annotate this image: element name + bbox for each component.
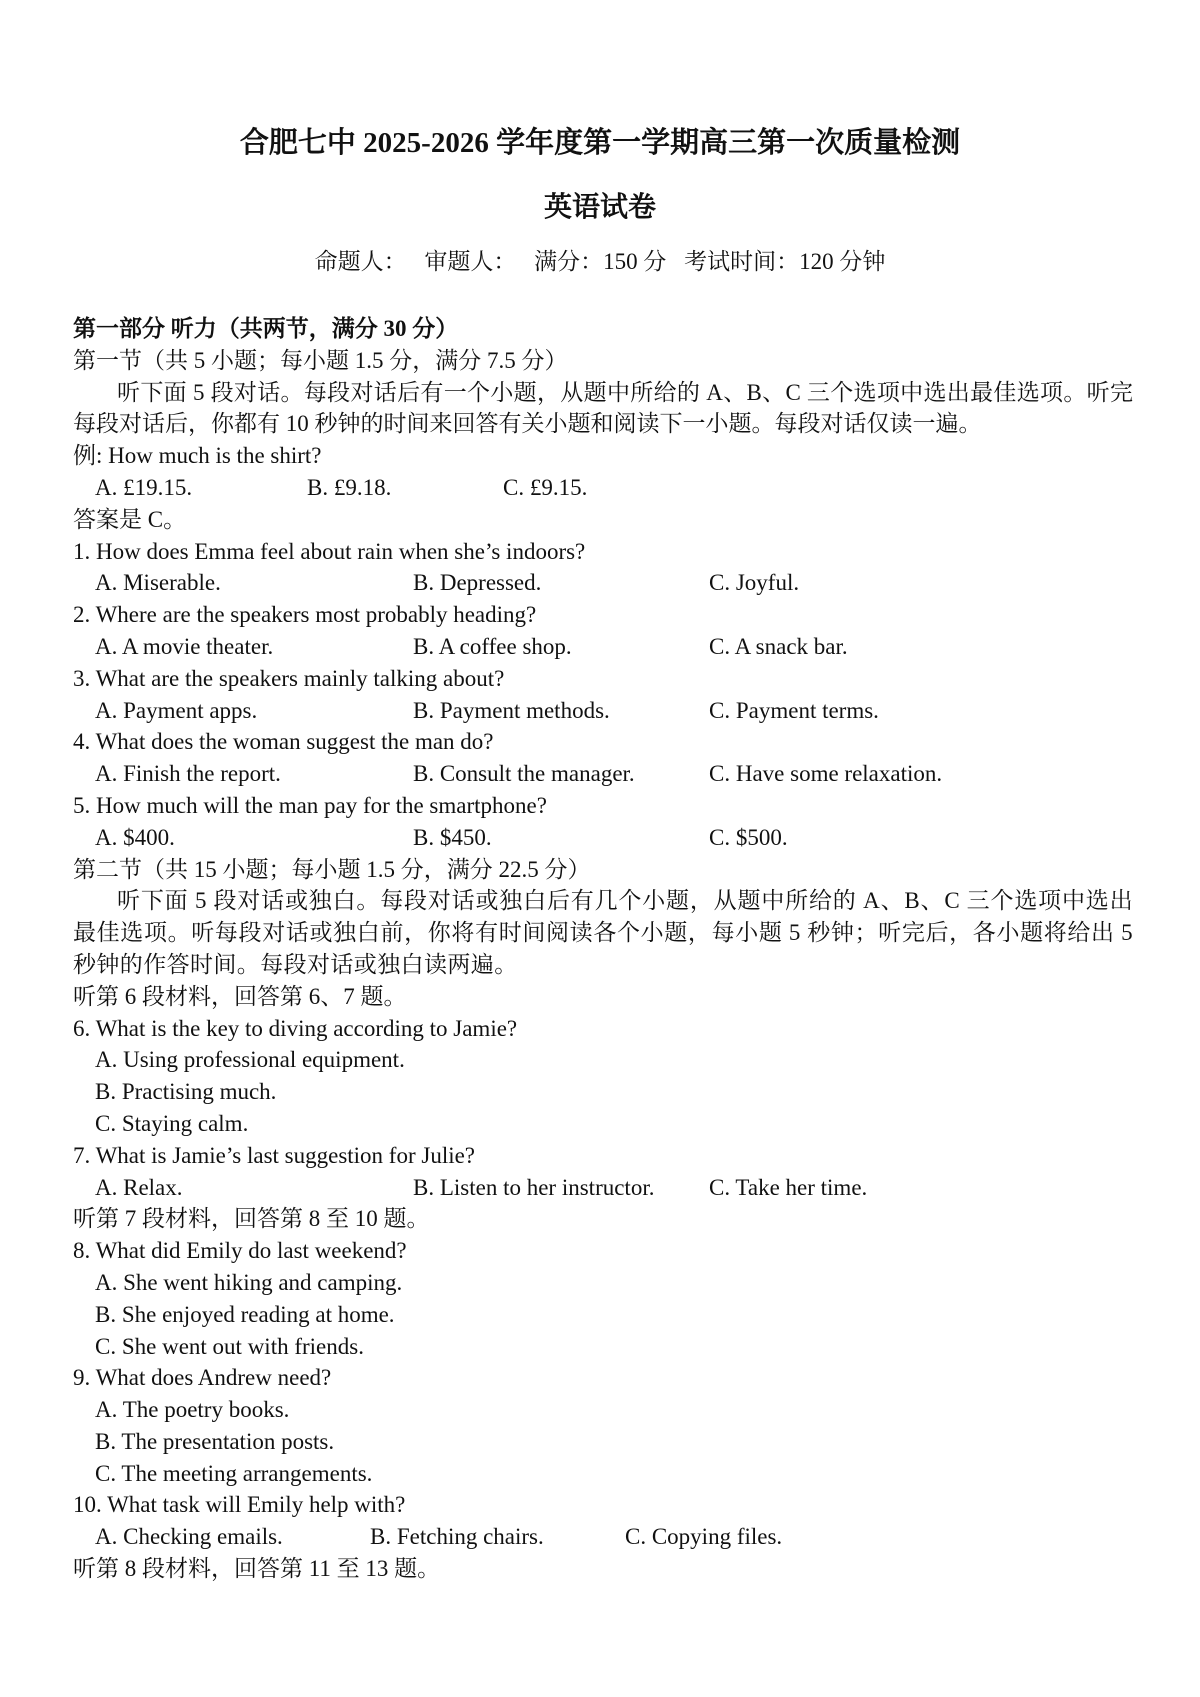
- option-a: A. Payment apps.: [95, 697, 258, 723]
- option-b: B. She enjoyed reading at home.: [95, 1301, 395, 1327]
- option-a: A. Miserable.: [95, 570, 221, 596]
- question-1: 1. How does Emma feel about rain when she’s indoors?: [73, 538, 586, 564]
- option-c: C. Take her time.: [709, 1174, 868, 1200]
- question-1-options: [73, 567, 1133, 599]
- example-question: 例: How much is the shirt?: [73, 443, 322, 469]
- option-b: B. $450.: [413, 824, 492, 850]
- question-9: 9. What does Andrew need?: [73, 1365, 332, 1391]
- question-2-options: [73, 631, 1133, 663]
- option-b: B. Fetching chairs.: [370, 1524, 544, 1550]
- exam-time: 考试时间：120 分钟: [684, 249, 886, 274]
- question-5-options: [73, 822, 1133, 854]
- setter-label: 命题人：: [314, 249, 407, 274]
- option-c: C. Copying files.: [625, 1524, 783, 1550]
- material-6-instruction: 听第 6 段材料，回答第 6、7 题。: [73, 983, 407, 1009]
- option-a: A. Finish the report.: [95, 761, 281, 787]
- option-c: C. £9.15.: [503, 474, 588, 500]
- question-4-options: [73, 758, 1133, 790]
- option-a: A. She went hiking and camping.: [95, 1269, 403, 1295]
- option-a: A. £19.15.: [95, 474, 193, 500]
- part1-heading: 第一部分 听力（共两节，满分 30 分）: [73, 316, 459, 341]
- question-6: 6. What is the key to diving according to Jamie?: [73, 1015, 518, 1041]
- option-b: B. Consult the manager.: [413, 761, 635, 787]
- section2-heading: 第二节（共 15 小题；每小题 1.5 分，满分 22.5 分）: [73, 856, 591, 882]
- option-a: A. Relax.: [95, 1174, 183, 1200]
- material-8-instruction: 听第 8 段材料，回答第 11 至 13 题。: [73, 1556, 441, 1582]
- option-c: C. She went out with friends.: [95, 1333, 364, 1359]
- option-a: A. Using professional equipment.: [95, 1047, 405, 1073]
- option-b: B. The presentation posts.: [95, 1428, 335, 1454]
- full-score: 满分：150 分: [534, 249, 667, 274]
- question-8: 8. What did Emily do last weekend?: [73, 1238, 407, 1264]
- exam-title: 合肥七中 2025-2026 学年度第一学期高三第一次质量检测: [239, 127, 961, 159]
- option-b: B. A coffee shop.: [413, 633, 572, 659]
- section2-instructions: 听下面 5 段对话或独白。每段对话或独白后有几个小题，从题中所给的 A、B、C 三个选项中选出最佳选项。听每段对话或独白前，你将有时间阅读各个小题，每小题 5 秒钟；听完后，各小题将给出 5 秒钟的作答时间。每段对话或独白读两遍。: [73, 888, 1133, 977]
- section1-heading: 第一节（共 5 小题；每小题 1.5 分，满分 7.5 分）: [73, 347, 568, 373]
- question-10-options: [73, 1521, 1133, 1553]
- example-options: [73, 472, 1133, 504]
- option-c: C. Joyful.: [709, 570, 800, 596]
- question-2: 2. Where are the speakers most probably heading?: [73, 602, 537, 628]
- option-b: B. £9.18.: [307, 474, 392, 500]
- section1-instructions: 听下面 5 段对话。每段对话后有一个小题，从题中所给的 A、B、C 三个选项中选出最佳选项。听完每段对话后，你都有 10 秒钟的时间来回答有关小题和阅读下一小题。每段对话仅读一遍。: [73, 379, 1133, 437]
- option-b: B. Depressed.: [413, 570, 542, 596]
- option-c: C. $500.: [709, 824, 788, 850]
- option-c: C. Staying calm.: [95, 1110, 249, 1136]
- option-b: B. Practising much.: [95, 1079, 277, 1105]
- option-c: C. The meeting arrangements.: [95, 1460, 373, 1486]
- exam-subtitle: 英语试卷: [543, 192, 656, 223]
- question-3-options: [73, 695, 1133, 727]
- question-3: 3. What are the speakers mainly talking about?: [73, 665, 505, 691]
- exam-body: [73, 313, 1133, 1585]
- option-c: C. Payment terms.: [709, 697, 879, 723]
- option-c: C. A snack bar.: [709, 633, 848, 659]
- option-c: C. Have some relaxation.: [709, 761, 943, 787]
- option-a: A. The poetry books.: [95, 1397, 290, 1423]
- option-a: A. A movie theater.: [95, 633, 274, 659]
- option-b: B. Listen to her instructor.: [413, 1174, 655, 1200]
- example-answer: 答案是 C。: [73, 506, 187, 532]
- exam-meta: [0, 246, 1200, 278]
- option-a: A. Checking emails.: [95, 1524, 283, 1550]
- question-5: 5. How much will the man pay for the smartphone?: [73, 792, 547, 818]
- question-4: 4. What does the woman suggest the man do?: [73, 729, 494, 755]
- material-7-instruction: 听第 7 段材料，回答第 8 至 10 题。: [73, 1206, 430, 1232]
- reviewer-label: 审题人：: [424, 249, 517, 274]
- question-10: 10. What task will Emily help with?: [73, 1492, 406, 1518]
- question-7-options: [73, 1172, 1133, 1204]
- option-a: A. $400.: [95, 824, 175, 850]
- question-7: 7. What is Jamie’s last suggestion for Julie?: [73, 1142, 476, 1168]
- option-b: B. Payment methods.: [413, 697, 610, 723]
